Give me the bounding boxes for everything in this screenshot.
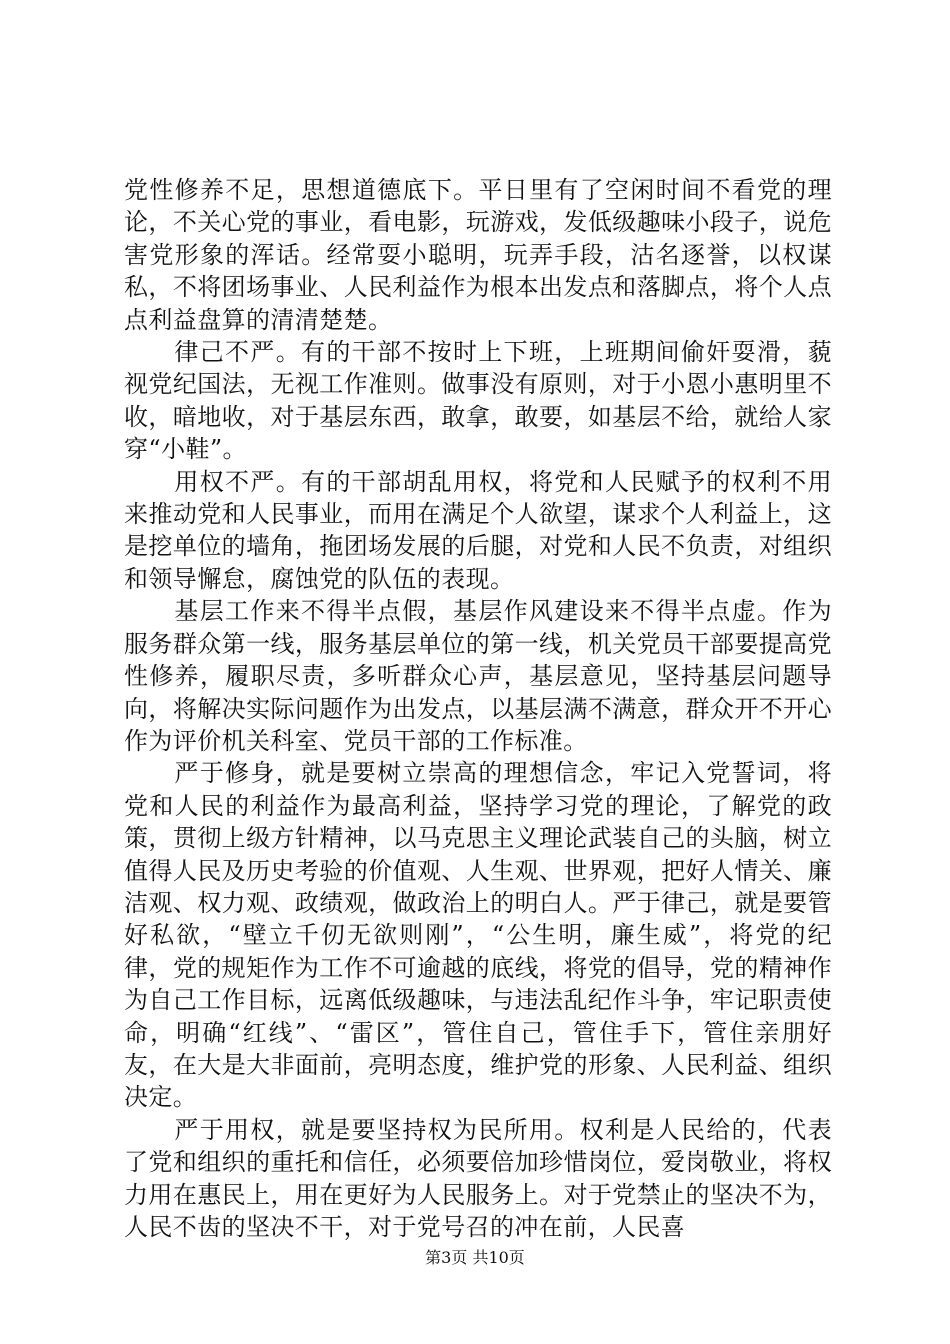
page-footer: 第3页 共10页	[425, 1248, 525, 1267]
paragraph-3: 用权不严。有的干部胡乱用权，将党和人民赋予的权利不用来推动党和人民事业，而用在满足个人欲望，谋求个人利益上，这是挖单位的墙角，拖团场发展的后腿，对党和人民不负责，对组织和领导懈怠，腐蚀党的队伍的表现。	[124, 467, 832, 593]
paragraph-4: 基层工作来不得半点假，基层作风建设来不得半点虚。作为服务群众第一线，服务基层单位的第一线，机关党员干部要提高党性修养，履职尽责，多听群众心声，基层意见，坚持基层问题导向，将解决实际问题作为出发点，以基层满不满意，群众开不开心作为评价机关科室、党员干部的工作标准。	[124, 597, 832, 755]
paragraph-5: 严于修身，就是要树立崇高的理想信念，牢记入党誓词，将党和人民的利益作为最高利益，坚持学习党的理论，了解党的政策，贯彻上级方针精神，以马克思主义理论武装自己的头脑，树立值得人民及历史考验的价值观、人生观、世界观，把好人情关、廉洁观、权力观、政绩观，做政治上的明白人。严于律己，就是要管好私欲，“壁立千仞无欲则刚”，“公生明，廉生威”，将党的纪律，党的规矩作为工作不可逾越的底线，将党的倡导，党的精神作为自己工作目标，远离低级趣味，与违法乱纪作斗争，牢记职责使命，明确“红线”、“雷区”，管住自己，管住手下，管住亲朋好友，在大是大非面前，亮明态度，维护党的形象、人民利益、组织决定。	[124, 759, 832, 1112]
paragraph-6: 严于用权，就是要坚持权为民所用。权利是人民给的，代表了党和组织的重托和信任，必须要倍加珍惜岗位，爱岗敬业，将权力用在惠民上，用在更好为人民服务上。对于党禁止的坚决不为，人民不齿的坚决不干，对于党号召的冲在前，人民喜	[124, 1115, 832, 1241]
paragraph-1: 党性修养不足，思想道德底下。平日里有了空闲时间不看党的理论，不关心党的事业，看电影，玩游戏，发低级趣味小段子，说危害党形象的浑话。经常耍小聪明，玩弄手段，沽名逐誉，以权谋私，不将团场事业、人民利益作为根本出发点和落脚点，将个人点点利益盘算的清清楚楚。	[124, 176, 832, 334]
paragraph-2: 律己不严。有的干部不按时上下班，上班期间偷奸耍滑，藐视党纪国法，无视工作准则。做事没有原则，对于小恩小惠明里不收，暗地收，对于基层东西，敢拿，敢要，如基层不给，就给人家穿“小鞋”。	[124, 338, 832, 464]
document-body	[124, 174, 832, 1243]
